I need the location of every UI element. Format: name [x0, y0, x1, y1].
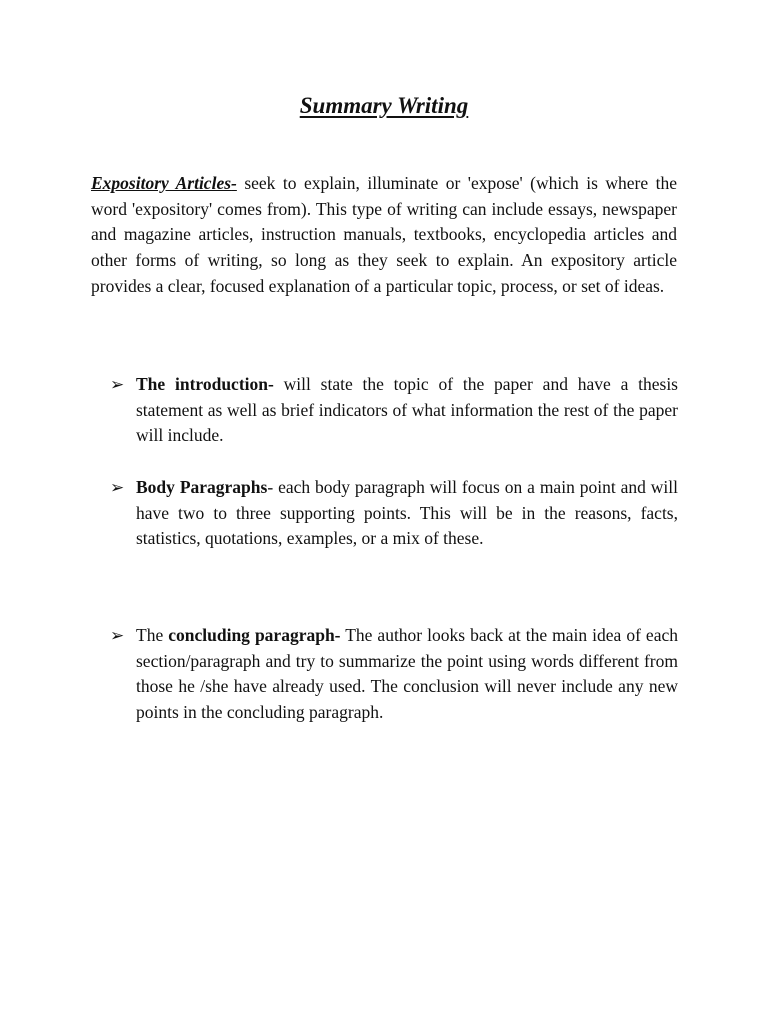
bullet-item-concluding-paragraph: [110, 623, 678, 726]
bullet-term: concluding paragraph-: [168, 625, 341, 645]
bullet-body: will state the topic of the paper and have a thesis statement as well as brief indicators of what information the rest of the paper will include.: [136, 374, 678, 446]
arrow-bullet-icon: ➢: [110, 375, 125, 394]
bullet-body: - each body paragraph will focus on a main point and will have two to three supporting points. This will be in the reasons, facts, statistics, quotations, examples, or a mix of these.: [136, 477, 679, 549]
intro-term-dash: -: [231, 173, 237, 193]
page-title: Summary Writing: [299, 93, 469, 118]
intro-term: Expository Articles: [91, 173, 232, 193]
intro-text: seek to explain, illuminate or 'expose' (which is where the word 'expository' comes from). This type of writing can include essays, newspaper and magazine articles, instruction manuals, textbooks, encyclopedia articles and other forms of writing, so long as they seek to explain. An expository article provides a clear, focused explanation of a particular topic, process, or set of ideas.: [91, 173, 677, 296]
arrow-bullet-icon: ➢: [110, 626, 125, 645]
bullet-text: [136, 372, 678, 449]
bullet-text: [136, 475, 678, 552]
bullet-term: Body Paragraphs: [136, 477, 268, 497]
bullet-prefix: The: [136, 625, 169, 645]
bullet-text: [136, 623, 678, 726]
bullet-item-introduction: [110, 372, 678, 449]
bullet-body: The author looks back at the main idea of each section/paragraph and try to summarize the point using words different from those he /she have already used. The conclusion will never include any new points in the concluding paragraph.: [136, 625, 678, 723]
intro-paragraph: [91, 171, 677, 300]
arrow-bullet-icon: ➢: [110, 478, 125, 497]
bullet-term: The introduction-: [136, 374, 274, 394]
bullet-item-body-paragraphs: [110, 475, 678, 552]
